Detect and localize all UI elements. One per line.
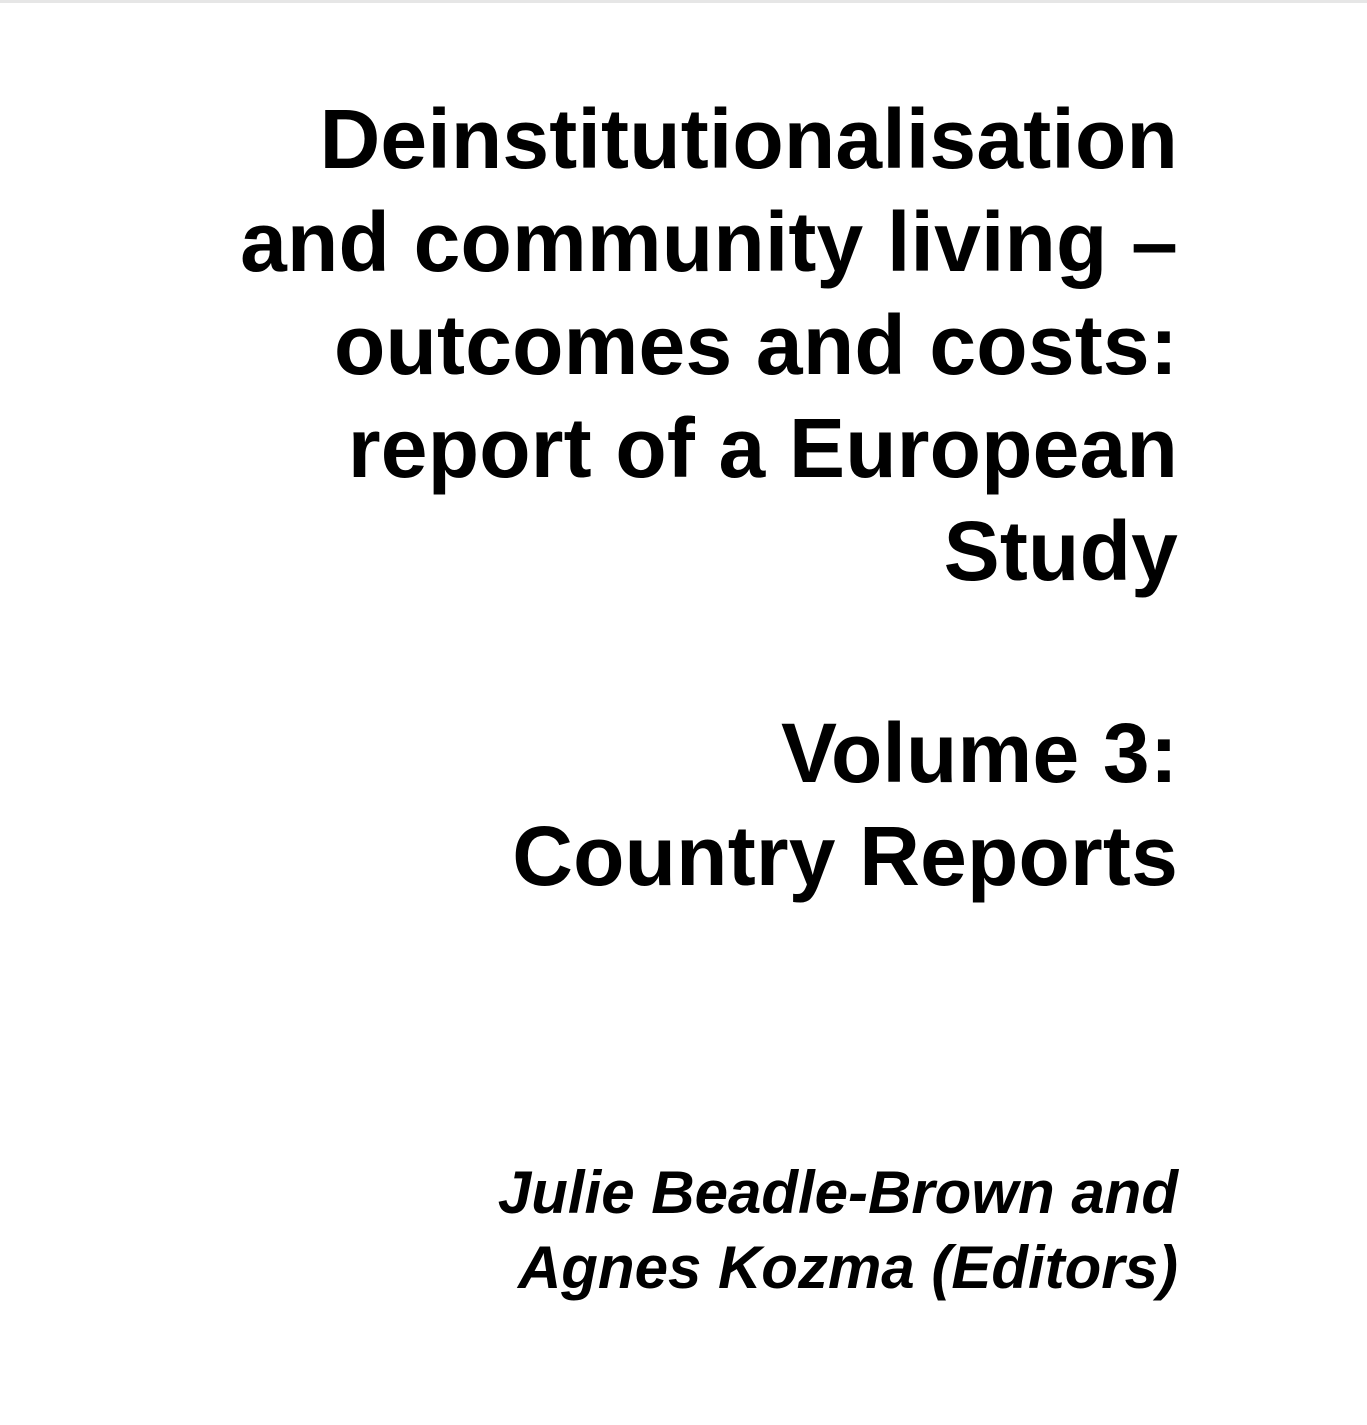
title-line-5: Study (943, 504, 1178, 598)
volume-line-1: Volume 3: (781, 706, 1178, 800)
editors-line-1: Julie Beadle-Brown and (497, 1159, 1178, 1226)
editors-line-2: Agnes Kozma (Editors) (517, 1234, 1178, 1301)
title-line-3: outcomes and costs: (334, 298, 1178, 392)
document-title (240, 88, 1178, 603)
title-line-2: and community living – (240, 195, 1178, 289)
title-line-4: report of a European (347, 401, 1178, 495)
volume-heading (512, 702, 1178, 908)
title-line-1: Deinstitutionalisation (319, 92, 1178, 186)
editors-credit (498, 1155, 1178, 1305)
volume-line-2: Country Reports (512, 809, 1178, 903)
